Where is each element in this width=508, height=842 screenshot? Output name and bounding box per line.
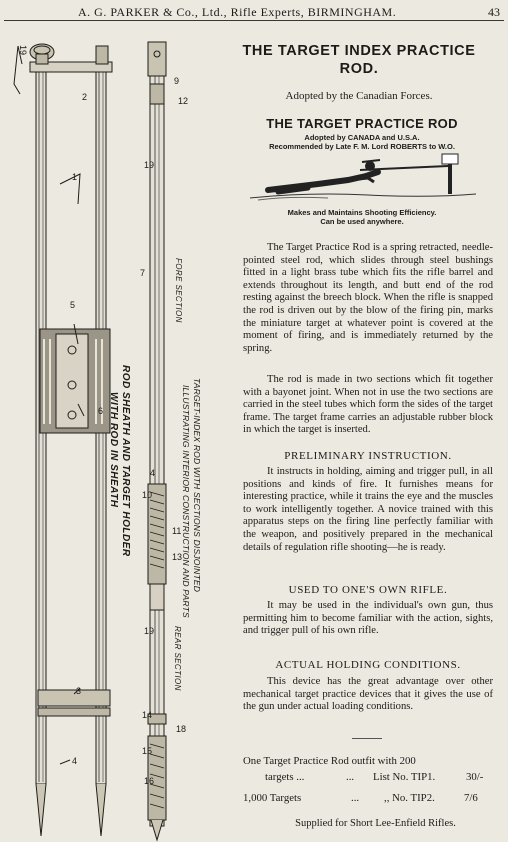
- paragraph-intro-text: The Target Practice Rod is a spring retracted, needle-pointed steel rod, which slides through steel bushings fitted in a light brass tube which fits the rifle barrel and extends throughout its length, and butt end of the rod resting against the breech block. When the rifle is snapped the rod is driven out by the blow of the firing pin, marks the miniature target at whatever point is covered at the moment of firing, and is immediately returned by the spring.: [243, 242, 493, 354]
- fore-section-label: FORE SECTION: [174, 258, 183, 323]
- advert-sub-1: Adopted by CANADA and U.S.A.: [304, 133, 420, 142]
- rod-caption-2: ILLUSTRATING INTERIOR CONSTRUCTION AND PARTS: [181, 385, 191, 618]
- part-label: 10: [142, 490, 153, 500]
- rear-section-label: REAR SECTION: [173, 626, 182, 691]
- paragraph-holding-text: This device has the great advantage over other mechanical target practice devices that it gives the use of the gun under actual loading conditions.: [243, 676, 493, 713]
- supplied-note: Supplied for Short Lee-Enfield Rifles.: [295, 818, 456, 829]
- paragraph-sections: [243, 374, 493, 437]
- part-label: 15: [142, 746, 153, 756]
- part-label: 5: [70, 300, 76, 310]
- part-label: 19: [144, 626, 155, 636]
- part-label: 13: [172, 552, 183, 562]
- paragraph-preliminary-text: It instructs in holding, aiming and trigger pull, in all positions and kinds of fire. It furnishes means for interesting practice, while it trains the eye and the muscles to work intelligently together. A novice trained with this apparatus steps on the firing line perfectly familiar with the weapon, and positively prepared in the mechanical details of regulation rifle shooting—he is ready.: [243, 466, 493, 553]
- heading-holding: ACTUAL HOLDING CONDITIONS.: [275, 659, 461, 671]
- advert-caption-1: Makes and Maintains Shooting Efficiency.: [287, 208, 437, 217]
- running-title: A. G. PARKER & Co., Ltd., Rifle Experts, BIRMINGHAM.: [78, 5, 397, 19]
- rifleman-illustration: [248, 148, 478, 206]
- adopted-note: Adopted by the Canadian Forces.: [285, 90, 433, 102]
- price-list-no-2: ,, No. TIP2.: [384, 792, 435, 804]
- sheath-caption-1: ROD SHEATH AND TARGET HOLDER: [120, 365, 131, 557]
- part-label: 19: [144, 160, 155, 170]
- page-title-line-1: THE TARGET INDEX PRACTICE: [242, 43, 476, 59]
- page-number: 43: [488, 5, 500, 19]
- part-label: 14: [142, 710, 153, 720]
- heading-own-rifle: USED TO ONE'S OWN RIFLE.: [288, 584, 448, 596]
- price-desc-1: One Target Practice Rod outfit with 200: [243, 755, 416, 767]
- price-amount-1: 30/-: [466, 771, 484, 783]
- part-label: 4: [72, 756, 78, 766]
- divider: [352, 738, 382, 739]
- advert-block: [228, 112, 496, 234]
- price-amount-2: 7/6: [464, 792, 478, 804]
- advert-heading: THE TARGET PRACTICE ROD: [266, 116, 458, 131]
- price-list-no-1: List No. TIP1.: [373, 771, 436, 783]
- page-title-line-2: ROD.: [339, 61, 379, 77]
- running-header: [0, 0, 508, 22]
- advert-caption: [228, 208, 496, 226]
- paragraph-preliminary: [243, 466, 493, 554]
- part-label: 11: [172, 526, 182, 536]
- price-dots-2: ...: [351, 792, 360, 804]
- price-dots-1: ...: [346, 771, 355, 783]
- part-label: 4: [150, 468, 156, 478]
- sheath-caption-2: WITH ROD IN SHEATH: [108, 392, 119, 508]
- heading-preliminary: PRELIMINARY INSTRUCTION.: [284, 450, 452, 462]
- paragraph-sections-text: The rod is made in two sections which fit together with a bayonet joint. When not in use the two sections are carried in the steel tubes which form the sides of the target frame. The target frame carries an adjustable rubber block in which the target is inserted.: [243, 374, 493, 436]
- paragraph-own-rifle-text: It may be used in the individual's own gun, thus permitting him to become familiar with the action, sights, and trigger pull of his own rifle.: [243, 600, 493, 637]
- part-label: 18: [176, 724, 187, 734]
- rod-caption-1: TARGET-INDEX ROD WITH SECTIONS DISJOINTED: [192, 378, 202, 593]
- page-title: [210, 42, 508, 78]
- advert-caption-2: Can be used anywhere.: [320, 217, 404, 226]
- part-label: 7: [140, 268, 146, 278]
- paragraph-own-rifle: [243, 600, 493, 638]
- part-label: 3: [76, 686, 82, 696]
- part-label: 16: [144, 776, 155, 786]
- part-label: 9: [174, 76, 180, 86]
- part-label: 6: [98, 406, 104, 416]
- paragraph-holding: [243, 676, 493, 714]
- price-desc-2: 1,000 Targets: [243, 792, 302, 804]
- advert-sub-2: Recommended by Late F. M. Lord ROBERTS to W.O.: [269, 142, 455, 151]
- paragraph-intro: [243, 242, 493, 355]
- header-rule: [4, 20, 504, 21]
- price-desc-1b: targets ...: [265, 771, 305, 783]
- part-label: 2: [82, 92, 88, 102]
- part-label: 1: [72, 172, 78, 182]
- part-label: 12: [178, 96, 189, 106]
- part-label: 19: [18, 44, 29, 56]
